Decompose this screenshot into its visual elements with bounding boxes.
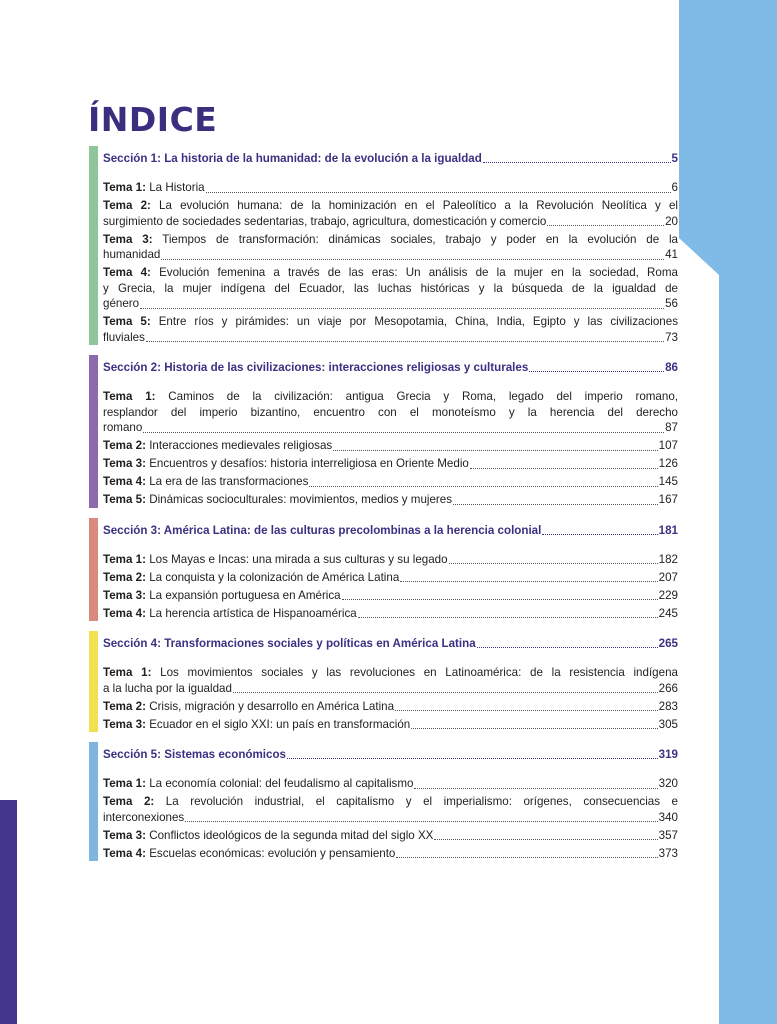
toc-entry[interactable] (103, 265, 678, 312)
topic-text: La expansión portuguesa en América (149, 588, 341, 602)
topic-text: Evolución femenina a través de las eras: Un análisis de la mujer en la sociedad, Roma (159, 266, 678, 279)
topic-last-line (103, 438, 678, 454)
topic-last-line (103, 588, 678, 604)
toc-entry[interactable] (103, 828, 678, 844)
dot-leader (477, 647, 658, 648)
topic-last-line (103, 330, 678, 346)
dot-leader (143, 432, 664, 433)
topic-text-line (103, 314, 678, 330)
topic-text: romano (103, 421, 143, 434)
topic-text: Caminos de la civilización: antigua Grecia y Roma, legado del imperio romano, (168, 390, 678, 403)
topic-last-text-wrap (103, 296, 139, 312)
topic-text: La evolución humana: de la hominización en el Paleolítico a la Revolución Neolítica y el (159, 199, 678, 212)
topic-last-line (103, 717, 678, 733)
topic-text-line (103, 794, 678, 810)
topic-last-line (103, 846, 678, 862)
topic-last-text-wrap (103, 776, 413, 792)
topic-page-number: 20 (665, 214, 678, 228)
topic-label: Tema 1: (103, 181, 146, 194)
page-title: ÍNDICE (88, 100, 218, 139)
dot-leader (185, 821, 657, 822)
toc-entry[interactable] (103, 314, 678, 345)
topic-label: Tema 1: (103, 390, 156, 403)
topic-last-line (103, 214, 678, 230)
topic-label: Tema 1: (103, 666, 152, 679)
topic-page-number: 73 (665, 330, 678, 344)
topic-last-text-wrap (103, 717, 410, 733)
section-page-number: 319 (658, 748, 678, 761)
section-title: Sección 2: Historia de las civilizaciones: interacciones religiosas y culturales (103, 361, 529, 374)
topic-last-text-wrap (103, 828, 433, 844)
toc-section (89, 631, 678, 732)
topic-text: La economía colonial: del feudalismo al capitalismo (149, 777, 414, 790)
section-page-number: 181 (658, 523, 678, 537)
toc-section (89, 742, 678, 861)
topic-page-number: 41 (665, 248, 678, 261)
toc-entry[interactable] (103, 389, 678, 436)
topic-page-number: 340 (658, 810, 678, 824)
section-page-number: 86 (665, 361, 678, 374)
topic-page-number: 283 (658, 699, 678, 713)
topic-last-line (103, 828, 678, 844)
topic-page-number: 167 (658, 493, 678, 506)
topic-last-text-wrap (103, 570, 399, 586)
toc-entry[interactable] (103, 794, 678, 825)
topic-last-line (103, 810, 678, 826)
topic-text: surgimiento de sociedades sedentarias, trabajo, agricultura, domesticación y comercio (103, 214, 547, 228)
section-title: Sección 5: Sistemas económicos (103, 748, 286, 761)
dot-leader (400, 581, 657, 582)
topic-page-number: 245 (658, 606, 678, 620)
topic-label: Tema 1: (103, 777, 146, 790)
topic-text: resplandor del imperio bizantino, encuentro con el monoteísmo y la herencia del derecho (103, 405, 678, 419)
topic-text: Ecuador en el siglo XXI: un país en transformación (149, 717, 411, 731)
section-heading[interactable] (103, 146, 678, 166)
topic-label: Tema 2: (103, 570, 146, 584)
topic-page-number: 229 (658, 588, 678, 602)
decorative-side-band (679, 0, 777, 1024)
topic-text: La era de las transformaciones (149, 475, 309, 488)
dot-leader (146, 341, 664, 342)
section-title: Sección 4: Transformaciones sociales y políticas en América Latina (103, 637, 476, 650)
topic-last-line (103, 296, 678, 312)
topic-label: Tema 3: (103, 717, 146, 731)
topic-last-line (103, 776, 678, 792)
topic-page-number: 107 (658, 439, 678, 452)
topic-text-line (103, 265, 678, 281)
topic-label: Tema 3: (103, 588, 146, 602)
toc-entry[interactable] (103, 552, 678, 568)
topic-text: género (103, 297, 140, 310)
topic-label: Tema 3: (103, 828, 146, 842)
toc-entry[interactable] (103, 846, 678, 862)
toc-section (89, 146, 678, 345)
topic-text: La conquista y la colonización de América Latina (149, 570, 400, 584)
dot-leader (396, 857, 657, 858)
section-title: Sección 1: La historia de la humanidad: de la evolución a la igualdad (103, 152, 482, 165)
toc-section (89, 518, 678, 622)
topic-label: Tema 4: (103, 606, 146, 620)
topic-text-line (103, 281, 678, 297)
topic-page-number: 126 (658, 457, 678, 470)
toc-entry[interactable] (103, 699, 678, 715)
dot-leader (140, 308, 664, 309)
dot-leader (333, 450, 657, 451)
topic-label: Tema 5: (103, 493, 146, 506)
topic-text-line (103, 198, 678, 214)
topic-page-number: 182 (658, 552, 678, 566)
topic-page-number: 207 (658, 570, 678, 584)
topic-label: Tema 1: (103, 552, 146, 566)
toc-entry[interactable] (103, 776, 678, 792)
dot-leader (542, 534, 657, 535)
dot-leader (287, 758, 658, 759)
topic-text: Tiempos de transformación: dinámicas sociales, trabajo y poder en la evolución de la (162, 232, 678, 246)
topic-last-line (103, 456, 678, 472)
section-title: Sección 3: América Latina: de las culturas precolombinas a la herencia colonial (103, 523, 542, 537)
topic-last-line (103, 180, 678, 196)
topic-last-text-wrap (103, 456, 469, 472)
toc-entry[interactable] (103, 588, 678, 604)
topic-last-text-wrap (103, 492, 452, 508)
topic-text: Escuelas económicas: evolución y pensamiento (149, 846, 396, 860)
topic-text: La herencia artística de Hispanoamérica (149, 606, 357, 620)
topic-text: Conflictos ideológicos de la segunda mitad del siglo XX (149, 828, 434, 842)
toc-entry[interactable] (103, 492, 678, 508)
topic-page-number: 145 (658, 475, 678, 488)
dot-leader (470, 468, 658, 469)
toc-entry[interactable] (103, 180, 678, 196)
table-of-contents (89, 146, 678, 871)
section-heading[interactable] (103, 631, 678, 651)
section-page-number: 5 (671, 152, 678, 165)
toc-entry[interactable] (103, 717, 678, 733)
section-heading[interactable] (103, 742, 678, 762)
topic-text-line (103, 232, 678, 248)
topic-text-line (103, 405, 678, 421)
topic-last-line (103, 699, 678, 715)
dot-leader (529, 371, 664, 372)
topic-text: Los Mayas e Incas: una mirada a sus culturas y su legado (149, 552, 448, 566)
topic-label: Tema 2: (103, 439, 146, 452)
topic-text: Interacciones medievales religiosas (149, 439, 333, 452)
dot-leader (206, 192, 671, 193)
topic-last-text-wrap (103, 846, 395, 862)
topic-last-line (103, 247, 678, 263)
topic-last-text-wrap (103, 810, 184, 826)
topic-label: Tema 4: (103, 846, 146, 860)
topic-label: Tema 4: (103, 266, 151, 279)
dot-leader (414, 788, 657, 789)
toc-entry[interactable] (103, 456, 678, 472)
dot-leader (547, 225, 664, 226)
topic-label: Tema 4: (103, 475, 146, 488)
topic-text-line (103, 665, 678, 681)
topic-text: interconexiones (103, 810, 185, 824)
topic-last-line (103, 681, 678, 697)
topic-page-number: 305 (658, 717, 678, 731)
topic-page-number: 6 (671, 181, 678, 194)
topic-label: Tema 3: (103, 457, 146, 470)
topic-text: La Historia (149, 181, 205, 194)
toc-entry[interactable] (103, 438, 678, 454)
dot-leader (358, 617, 658, 618)
dot-leader (483, 162, 671, 163)
topic-text: y Grecia, la mujer indígena del Ecuador, las luchas históricas y la búsqueda de la igualdad de (103, 281, 678, 295)
topic-text: La revolución industrial, el capitalismo y el imperialismo: orígenes, consecuencias e (165, 795, 678, 808)
dot-leader (395, 710, 658, 711)
topic-text: Dinámicas socioculturales: movimientos, medios y mujeres (149, 493, 453, 506)
topic-text: humanidad (103, 248, 161, 261)
topic-page-number: 373 (658, 846, 678, 860)
decorative-left-band (0, 800, 17, 1024)
toc-entry[interactable] (103, 570, 678, 586)
dot-leader (453, 504, 658, 505)
dot-leader (342, 599, 658, 600)
topic-last-text-wrap (103, 247, 160, 263)
dot-leader (233, 692, 658, 693)
topic-last-text-wrap (103, 606, 357, 622)
topic-last-text-wrap (103, 681, 232, 697)
topic-page-number: 266 (658, 681, 678, 695)
topic-label: Tema 5: (103, 315, 151, 328)
topic-last-text-wrap (103, 588, 341, 604)
topic-page-number: 320 (658, 777, 678, 790)
topic-last-line (103, 492, 678, 508)
topic-text: Entre ríos y pirámides: un viaje por Mesopotamia, China, India, Egipto y las civilizaciones (158, 315, 678, 328)
topic-page-number: 56 (665, 297, 678, 310)
dot-leader (411, 728, 657, 729)
topic-last-line (103, 474, 678, 490)
topic-last-text-wrap (103, 699, 394, 715)
section-heading[interactable] (103, 355, 678, 375)
topic-last-line (103, 552, 678, 568)
toc-entry[interactable] (103, 198, 678, 229)
topic-text: Encuentros y desafíos: historia interreligiosa en Oriente Medio (149, 457, 469, 470)
topic-last-text-wrap (103, 330, 145, 346)
topic-label: Tema 3: (103, 232, 153, 246)
topic-last-line (103, 570, 678, 586)
toc-section (89, 355, 678, 508)
toc-entry[interactable] (103, 474, 678, 490)
toc-entry[interactable] (103, 232, 678, 263)
topic-text-line (103, 389, 678, 405)
toc-entry[interactable] (103, 606, 678, 622)
topic-last-text-wrap (103, 214, 546, 230)
topic-last-text-wrap (103, 180, 205, 196)
topic-last-text-wrap (103, 420, 142, 436)
topic-text: Crisis, migración y desarrollo en América Latina (149, 699, 395, 713)
dot-leader (309, 486, 657, 487)
topic-text: fluviales (103, 330, 145, 344)
dot-leader (449, 563, 658, 564)
dot-leader (434, 839, 657, 840)
topic-last-text-wrap (103, 438, 332, 454)
topic-text: Los movimientos sociales y las revoluciones en Latinoamérica: de la resistencia indígena (160, 666, 678, 679)
topic-text: a la lucha por la igualdad (103, 681, 232, 695)
topic-last-line (103, 606, 678, 622)
topic-last-line (103, 420, 678, 436)
dot-leader (161, 259, 664, 260)
section-heading[interactable] (103, 518, 678, 538)
topic-last-text-wrap (103, 552, 448, 568)
topic-label: Tema 2: (103, 699, 146, 713)
topic-page-number: 357 (658, 828, 678, 842)
toc-entry[interactable] (103, 665, 678, 696)
topic-label: Tema 2: (103, 199, 151, 212)
section-page-number: 265 (658, 637, 678, 650)
topic-last-text-wrap (103, 474, 308, 490)
topic-label: Tema 2: (103, 795, 155, 808)
topic-page-number: 87 (665, 421, 678, 434)
